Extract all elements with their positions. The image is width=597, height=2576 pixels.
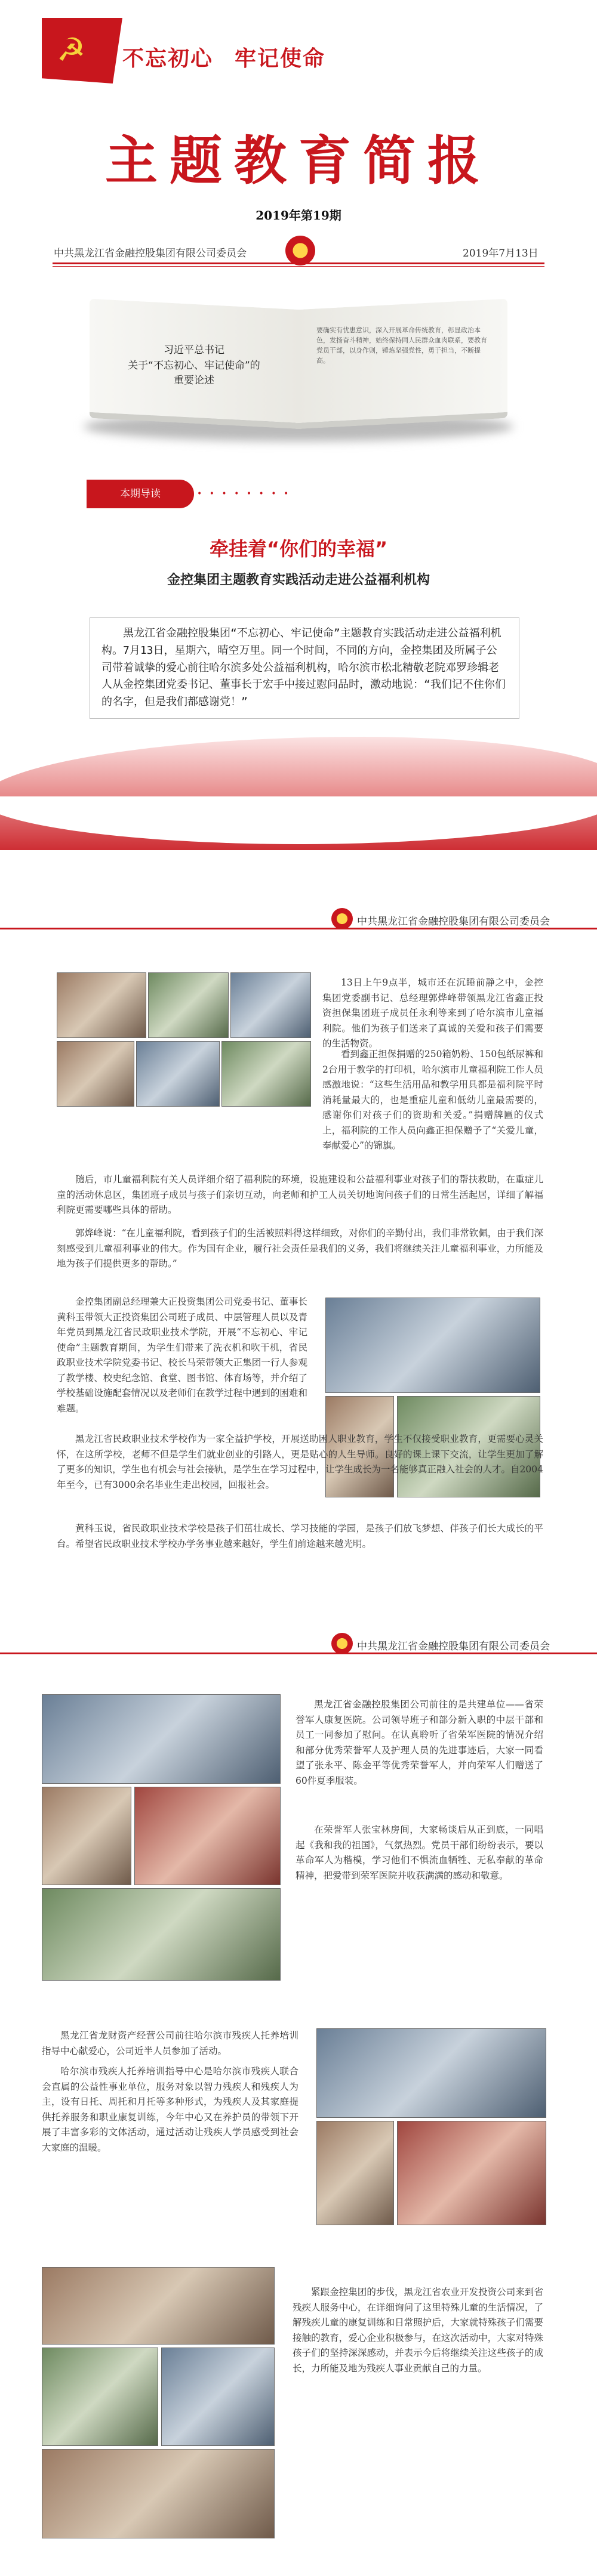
photo-veterans-3 — [134, 1787, 281, 1885]
photo-veterans-2 — [42, 1787, 131, 1885]
section2-paragraph-1: 黑龙江省金融控股集团公司前往的是共建单位——省荣誉军人康复医院。公司领导班子和部分新入职的中层干部和员工一同参加了慰问。在认真聆听了省荣军医院的情况介绍和部分优秀荣誉军人及护理人员的先进事迹后，大家一同看望了张永平、陈金平等优秀荣誉军人，并向荣军人们赠送了60件夏季服装。 — [296, 1699, 543, 1786]
section1-paragraph-6: 黑龙江省民政职业技术学校作为一家全益护学校，开展送助困人职业教育，学生不仅接受职业教育，更需要心灵关怀，在这所学校，老师不但是学生们就业创业的引路人，更是贴心的人生导师。良好的课上课下交流，让学生更加了解了更多的知识，学生也有机会与社会接轨，是学生在学习过程中，让学生成长为一名能够真正融入社会的人才。自2004年至今，已有3000余名毕业生走出校园，回报社会。 — [57, 1434, 543, 1490]
photo-children-center-2 — [42, 2348, 158, 2446]
header-divider-thin — [53, 266, 544, 267]
bulletin-title: 主题教育简报 — [104, 130, 492, 191]
photo-orphanage-6 — [221, 1041, 311, 1107]
photo-children-center-3 — [161, 2348, 275, 2446]
section1-paragraph-4: 郭烨峰说：“在儿童福利院，看到孩子们的生活被照料得这样细致，对你们的辛勤付出，我们非常钦佩，由于我们深刻感受到儿童福利事业的伟大。作为国有企业，履行社会责任是我们的义务，我们将继续关注儿童福利事业，力所能及地为孩子们提供更多的帮助。” — [57, 1228, 543, 1270]
section2-badge-icon — [331, 1633, 353, 1654]
photo-orphanage-1 — [57, 972, 146, 1038]
section1-paragraph-5: 金控集团副总经理兼大正投资集团公司党委书记、董事长黄科玉带领大正投资集团公司班子成员、中层管理人员以及青年党员到黑龙江省民政职业技术学院，开展“不忘初心、牢记使命”主题教育期间，为学生们带来了洗衣机和吹干机，省民政职业技术学院党委书记、校长马荣带领大正集团一行人参观了教学楼、校史纪念馆、食堂、图书馆、体育场等，并介绍了学校基础设施配套情况以及老师们在教学过程中遇到的困难和难题。 — [57, 1296, 307, 1414]
section1-paragraph-7: 黄科玉说，省民政职业技术学校是孩子们茁壮成长、学习技能的学园，是孩子们放飞梦想、伴孩子们长大成长的平台。希望省民政职业技术学校办学务事业越来越好，学生们前途越来越光明。 — [57, 1523, 543, 1549]
photo-orphanage-4 — [57, 1041, 134, 1107]
section2-divider — [0, 1653, 597, 1654]
party-badge-icon — [285, 236, 315, 265]
header-divider — [53, 262, 544, 264]
photo-children-center-4 — [42, 2449, 275, 2538]
section1-org: 中共黑龙江省金融控股集团有限公司委员会 — [357, 916, 550, 928]
guide-dots: • • • • • • • • — [197, 489, 291, 499]
publish-date: 2019年7月13日 — [463, 248, 538, 260]
photo-disabled-center-3 — [397, 2121, 546, 2225]
section2-paragraph-5: 紧跟金控集团的步伐，黑龙江省农业开发投资公司来到省残疾人服务中心，在详细询问了这里特殊儿童的生活情况，了解残疾儿童的康复训练和日常照护后，大家就特殊孩子们需要接触的教育，爱心企业积极参与，在这次活动中，大家对特殊孩子们的坚持深深感动，并表示今后将继续关注这些孩子的成长，力所能及地为残疾人事业贡献自己的力量。 — [293, 2287, 543, 2374]
photo-disabled-center-2 — [316, 2121, 394, 2225]
lead-subheadline: 金控集团主题教育实践活动走进公益福利机构 — [167, 573, 430, 588]
section2-org: 中共黑龙江省金融控股集团有限公司委员会 — [357, 1641, 550, 1653]
slogan-left: 不忘初心 — [122, 47, 214, 71]
section2-paragraph-4: 哈尔滨市残疾人托养培训指导中心是哈尔滨市残疾人联合会直属的公益性事业单位，服务对象以智力残疾人和残疾人为主，设有日托、周托和月托等多种形式，为残疾人及其家庭提供托养服务和职业康复训练，今年中心又在养护员的带领下开展了丰富多彩的文体活动，通过活动让残疾人学员感受到社会大家庭的温暖。 — [42, 2066, 298, 2153]
hammer-sickle-icon: ☭ — [57, 31, 86, 69]
section2-paragraph-3: 黑龙江省龙财资产经营公司前往哈尔滨市残疾人托养培训指导中心献爱心，公司近半人员参加了活动。 — [42, 2030, 298, 2056]
slogan — [122, 42, 347, 72]
guide-label: 本期导读 — [87, 480, 194, 508]
book-right-text: 要确实有忧患意识，深入开展革命传统教育，彰显政治本色，发扬奋斗精神，始终保持同人民群众血肉联系，要教育党员干部，以身作则，锤炼坚强党性，勇于担当，不断提高。 — [316, 326, 487, 365]
slogan-right: 牢记使命 — [235, 47, 326, 71]
photo-veterans-1 — [42, 1694, 281, 1784]
book-left-text: 习近平总书记 关于“不忘初心、牢记使命”的 重要论述 — [128, 344, 260, 387]
section2-paragraph-2: 在荣誉军人张宝林房间，大家畅谈后从正到底，一同唱起《我和我的祖国》，气氛热烈。党员干部们纷纷表示，要以革命军人为楷模，学习他们不惧流血牺牲、无私奉献的革命精神，把爱带到荣军医院并收获满满的感动和敬意。 — [296, 1824, 543, 1881]
section1-paragraph-1: 13日上午9点半，城市还在沉睡前静之中，金控集团党委副书记、总经理郭烨峰带领黑龙江省鑫正投资担保集团班子成员任永利等来到了哈尔滨市儿童福利院。他们为孩子们送来了真诚的关爱和孩子们需要的生活物资。 — [322, 977, 543, 1049]
photo-orphanage-2 — [148, 972, 229, 1038]
photo-disabled-center-1 — [316, 2028, 546, 2118]
photo-college-1 — [325, 1298, 540, 1393]
issue-number: 2019年第19期 — [256, 208, 341, 223]
section1-divider — [0, 928, 597, 929]
photo-orphanage-5 — [136, 1041, 220, 1107]
photo-children-center-1 — [42, 2267, 275, 2345]
section1-badge-icon — [331, 908, 353, 929]
intro-text: 黑龙江省金融控股集团“不忘初心、牢记使命”主题教育实践活动走进公益福利机构。7月13日，星期六，晴空万里。同一个时间，不同的方向，金控集团及所属子公司带着诚挚的爱心前往哈尔滨多处公益福利机构，哈尔滨市松北精敬老院邓罗珍辑老人从金控集团党委书记、董事长于宏手中接过慰问品时，激动地说：“我们记不住你们的名字，但是我们都感谢党！” — [101, 627, 506, 709]
publisher-org: 中共黑龙江省金融控股集团有限公司委员会 — [54, 248, 247, 260]
lead-headline: 牵挂着“你们的幸福” — [209, 538, 388, 560]
section1-paragraph-2: 看到鑫正担保捐赠的250箱奶粉、150包纸尿裤和2台用于教学的打印机，哈尔滨市儿童福利院工作人员感激地说：“这些生活用品和教学用具都是福利院平时消耗量最大的，也是重症儿童和低幼儿童最需要的，感谢你们对孩子们的资助和关爱。”捐赠牌匾的仪式上，福利院的工作人员向鑫正担保赠予了“关爱儿童，奉献爱心”的锦旗。 — [322, 1049, 543, 1151]
photo-veterans-4 — [42, 1888, 281, 1981]
section1-paragraph-3: 随后，市儿童福利院有关人员详细介绍了福利院的环境，设施建设和公益福利事业对孩子们的帮扶救助，在重症儿童的活动休息区，集团班子成员与孩子们亲切互动，向老师和护工人员关切地询问孩子们的日常生活起居，详细了解福利院更需要哪些具体的帮助。 — [57, 1174, 543, 1216]
photo-orphanage-3 — [230, 972, 311, 1038]
